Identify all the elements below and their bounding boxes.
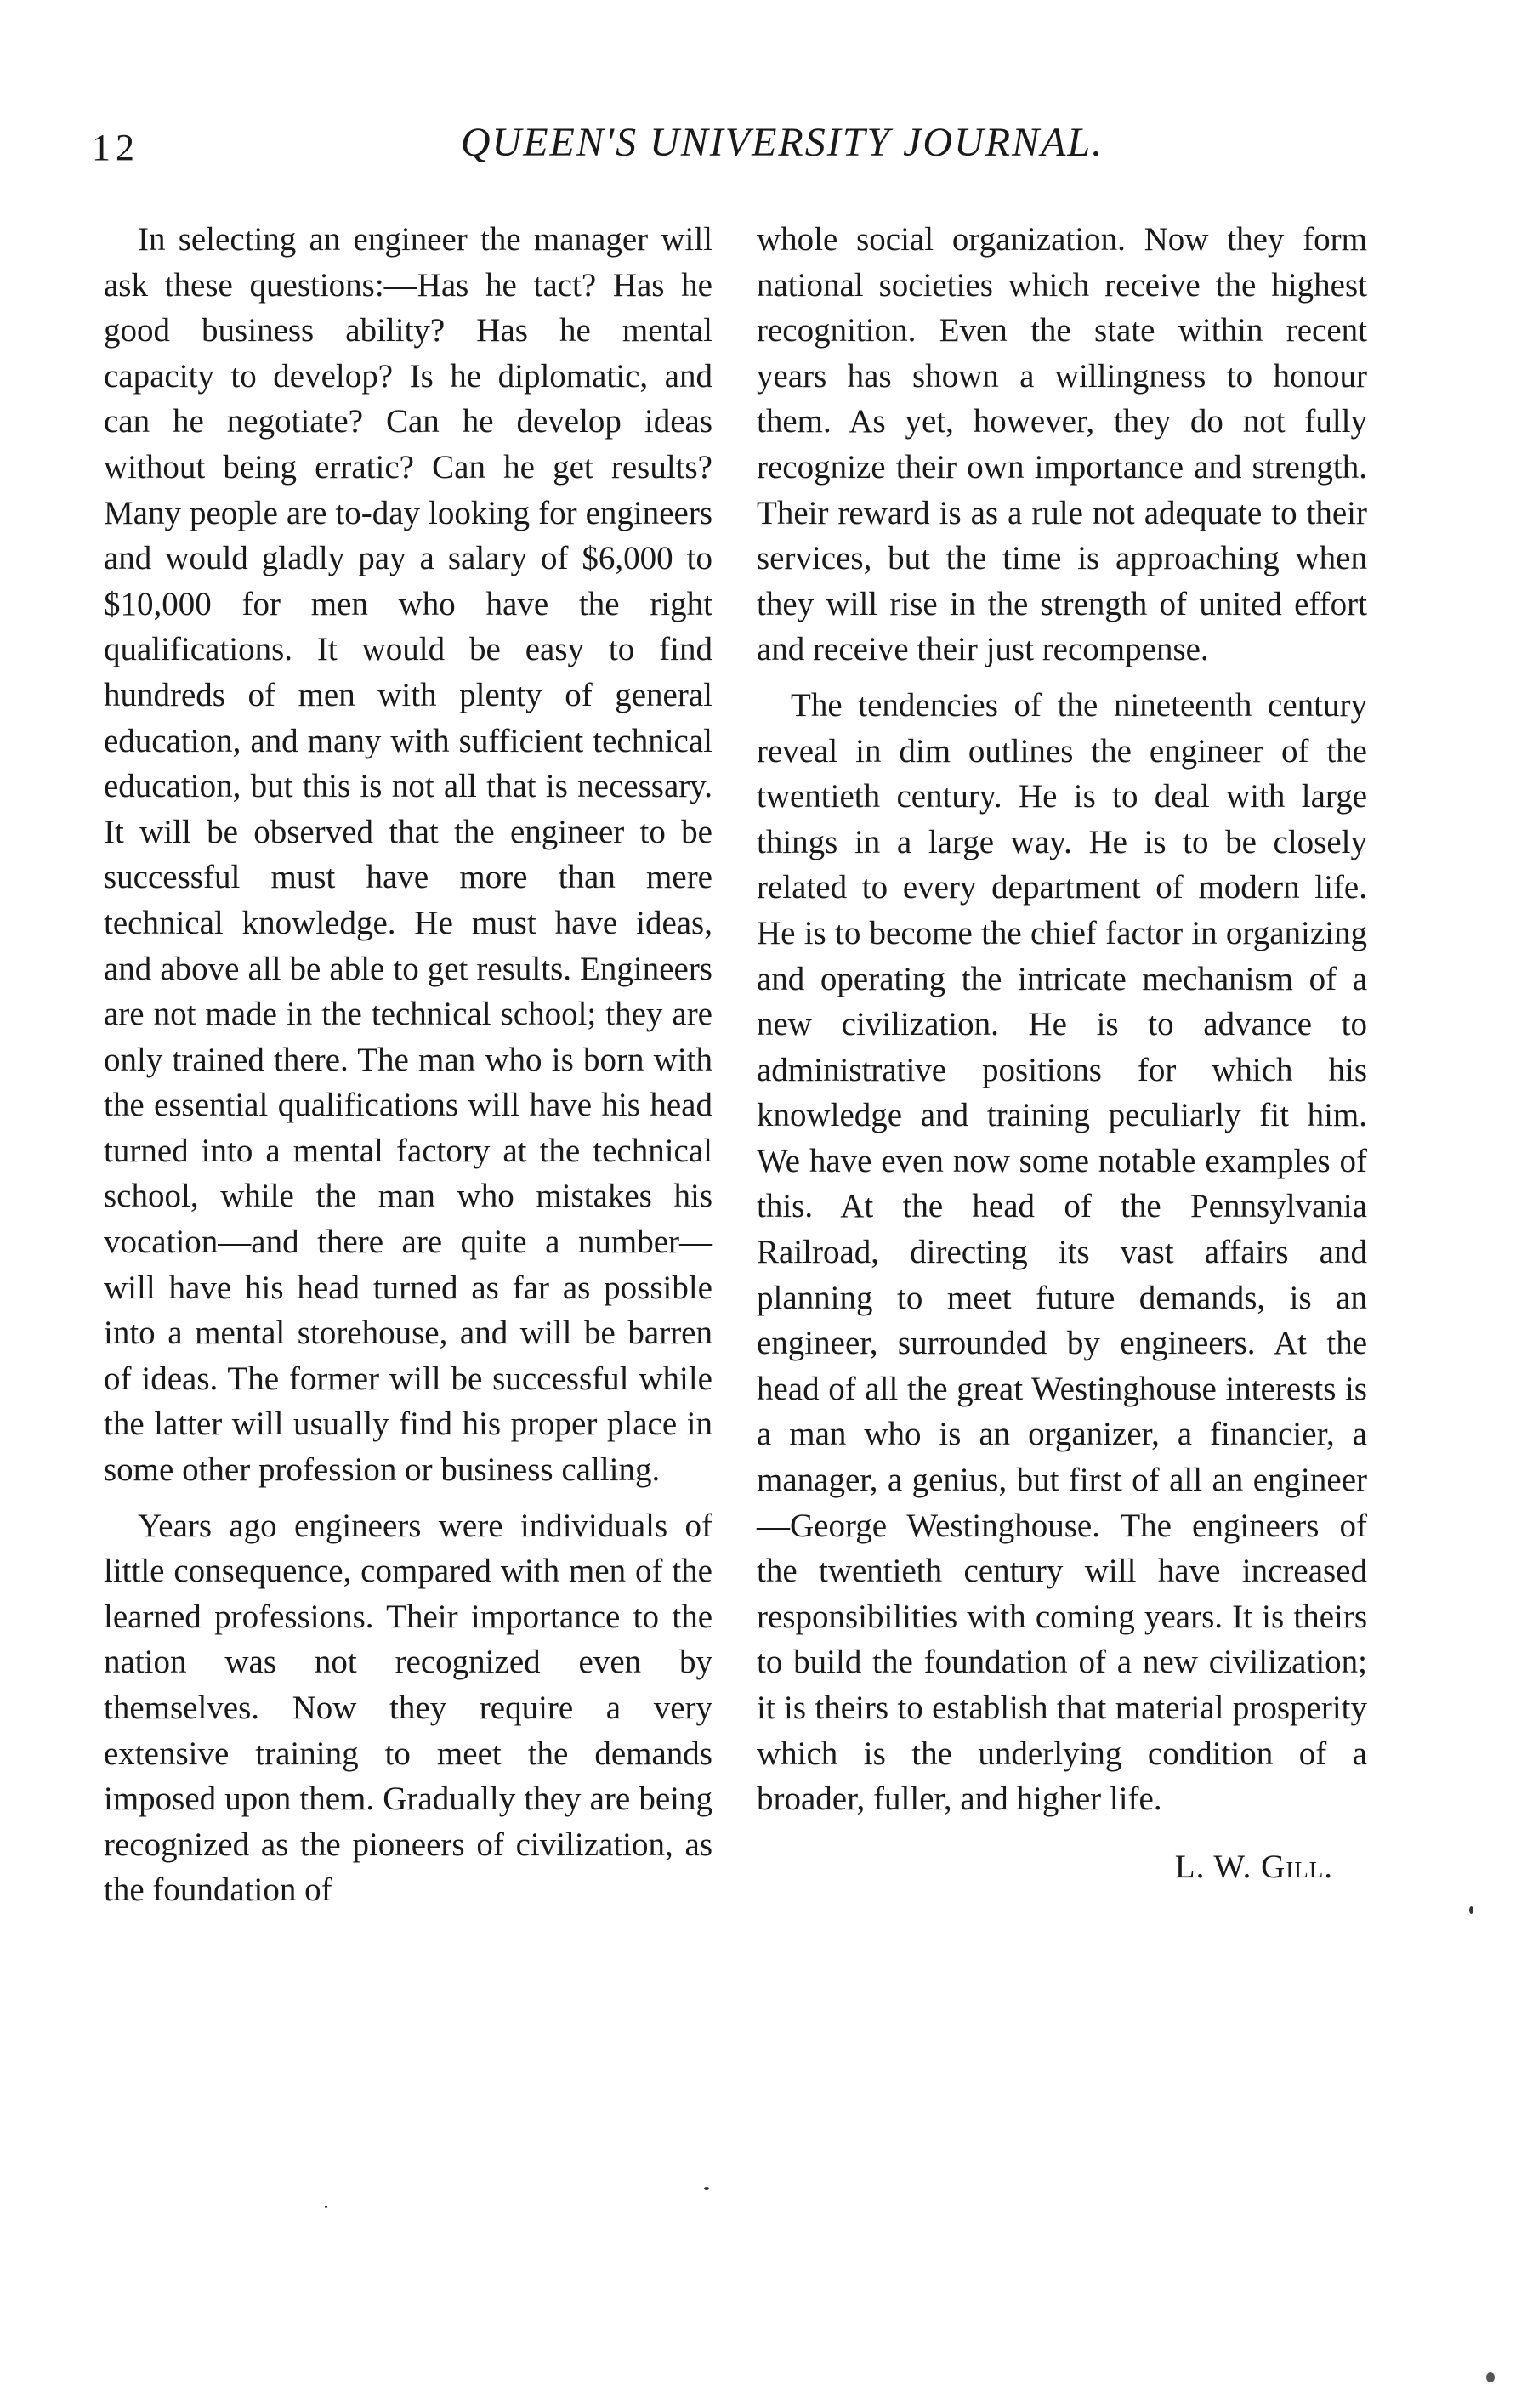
- article-paragraph: Years ago engineers were individuals of little consequence, compared with men of the learned professions. Their importance to the nation was not recognized even by themselves. Now they require a very extensive training to meet the demands imposed upon them. Gradually they are being recognized as the pioneers of civilization, as the foundation of: [104, 1507, 712, 1909]
- article-paragraph: The tendencies of the nineteenth century reveal in dim outlines the engineer of the twentieth century. He is to deal with large things in a large way. He is to be closely related to every department of modern life. He is to become the chief factor in organizing and operating the intricate mechanism of a new civilization. He is to advance to administrative positions for which his knowledge and training peculiarly fit him. We have even now some notable examples of this. At the head of the Pennsylvania Railroad, directing its vast affairs and planning to meet future demands, is an engineer, surrounded by engineers. At the head of all the great Westinghouse interests is a man who is an organizer, a financier, a manager, a genius, but first of all an engineer—George Westinghouse. The engineers of the twentieth century will have increased responsibilities with coming years. It is theirs to build the foundation of a new civilization; it is theirs to establish that material prosperity which is the underlying condition of a broader, fuller, and higher life.: [757, 686, 1367, 1818]
- page-number: 12: [92, 127, 139, 168]
- print-speck: [325, 2206, 327, 2208]
- author-signature: L. W. Gill.: [1174, 1848, 1333, 1885]
- print-speck: [704, 2187, 709, 2190]
- print-speck: [1469, 1906, 1473, 1914]
- print-speck: [1486, 2372, 1495, 2382]
- article-paragraph-continued: whole social organization. Now they form national societies which receive the highest recognition. Even the state within recent years has shown a willingness to honour them. As yet, however, they do not fully recognize their own importance and strength. Their reward is as a rule not adequate to their services, but the time is approaching when they will rise in the strength of united effort and receive their just recompense.: [757, 221, 1367, 668]
- left-column: [104, 217, 712, 1913]
- running-title: QUEEN'S UNIVERSITY JOURNAL.: [460, 120, 1104, 165]
- article-paragraph: In selecting an engineer the manager will ask these questions:—Has he tact? Has he good business ability? Has he mental capacity to develop? Is he diplomatic, and can he negotiate? Can he develop ideas without being erratic? Can he get results? Many people are to-day looking for engineers and would gladly pay a salary of $6,000 to $10,000 for men who have the right qualifications. It would be easy to find hundreds of men with plenty of general education, and many with sufficient technical education, but this is not all that is necessary. It will be observed that the engineer to be successful must have more than mere technical knowledge. He must have ideas, and above all be able to get results. Engineers are not made in the technical school; they are only trained there. The man who is born with the essential qualifications will have his head turned into a mental factory at the technical school, while the man who mistakes his vocation—and there are quite a number—will have his head turned as far as possible into a mental storehouse, and will be barren of ideas. The former will be successful while the latter will usually find his proper place in some other profession or business calling.: [104, 221, 712, 1489]
- right-column: [757, 217, 1367, 1889]
